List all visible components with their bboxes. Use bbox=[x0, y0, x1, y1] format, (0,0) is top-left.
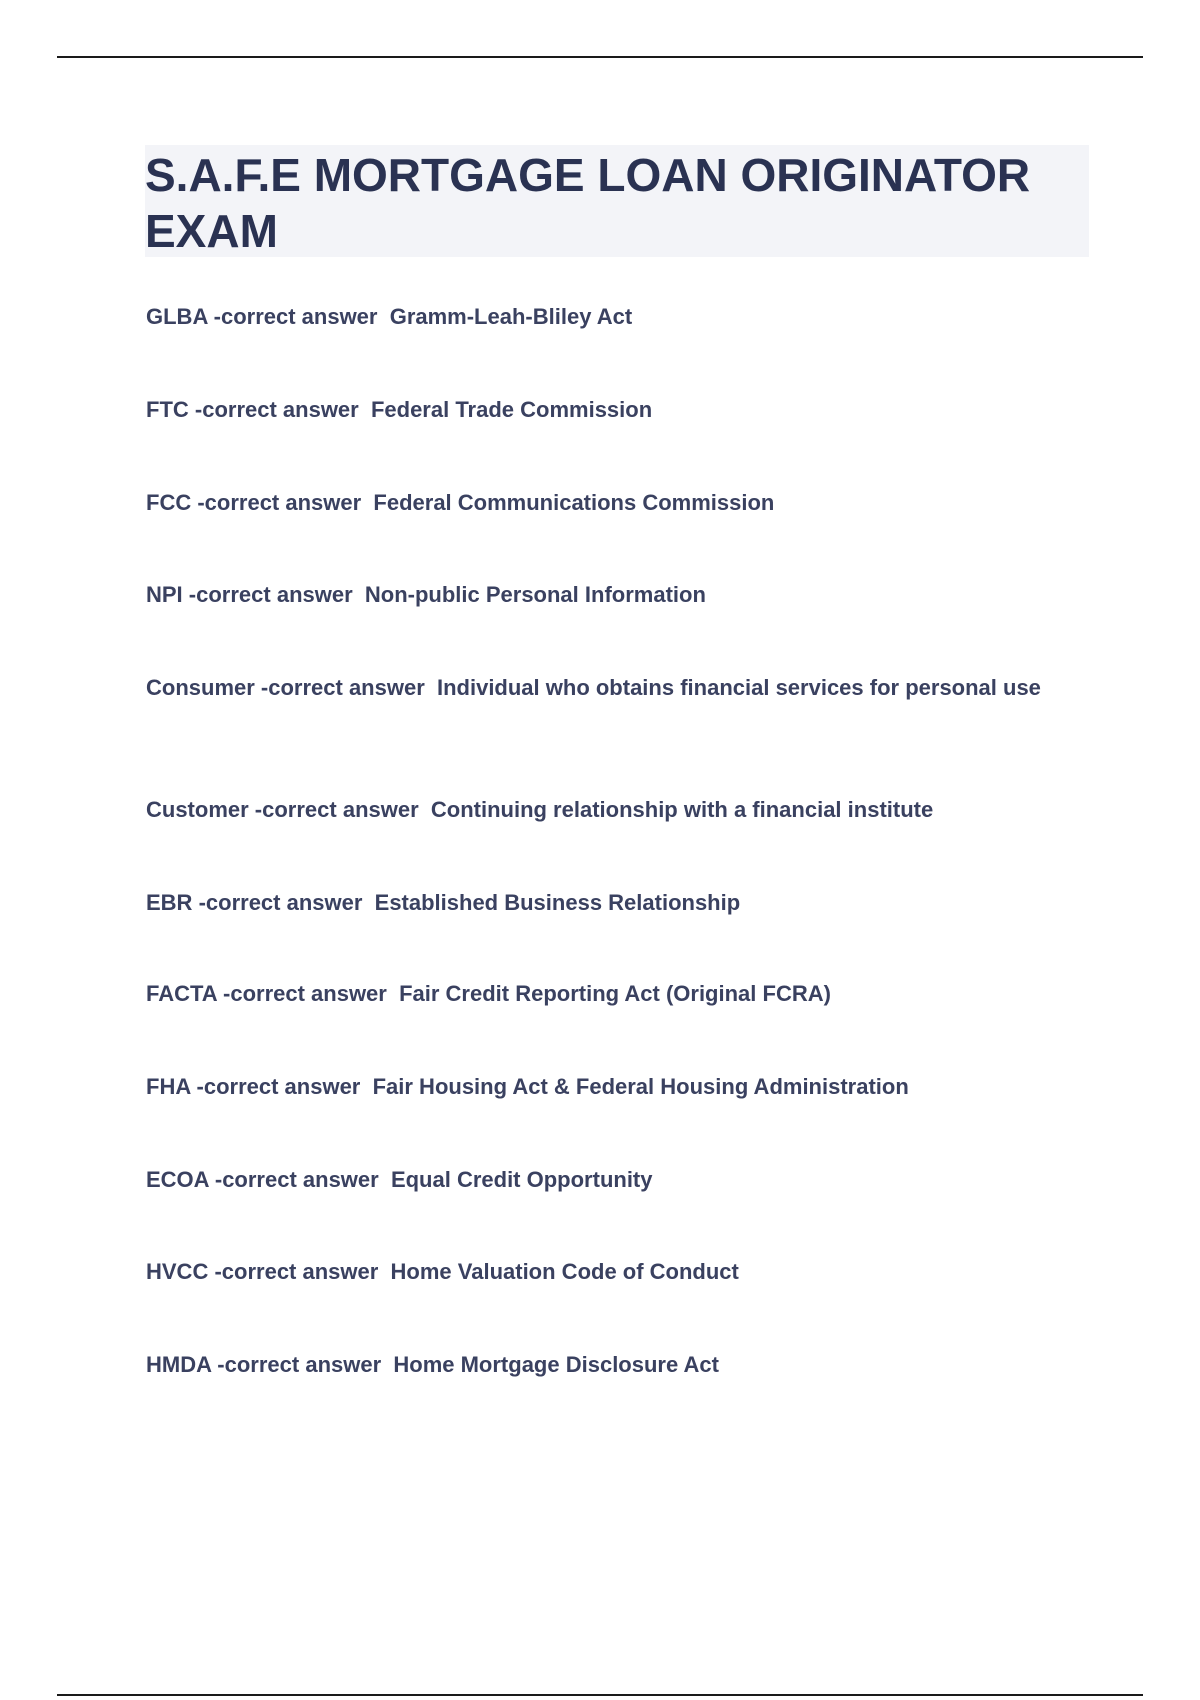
entry-separator: -correct answer bbox=[254, 675, 437, 700]
entry-separator: -correct answer bbox=[188, 397, 371, 422]
entry-separator: -correct answer bbox=[248, 797, 431, 822]
entry-definition: Non-public Personal Information bbox=[364, 582, 706, 607]
page-title: S.A.F.E MORTGAGE LOAN ORIGINATOR EXAM bbox=[145, 149, 1031, 257]
qa-entry bbox=[146, 979, 1086, 1009]
entry-definition: Fair Credit Reporting Act (Original FCRA) bbox=[399, 981, 831, 1006]
entry-definition: Federal Trade Commission bbox=[370, 397, 653, 422]
qa-entry bbox=[146, 795, 1086, 825]
entry-term: EBR bbox=[146, 890, 193, 915]
entry-separator: -correct answer bbox=[190, 1074, 373, 1099]
entry-term: HMDA bbox=[146, 1352, 212, 1377]
qa-entry bbox=[146, 888, 1086, 918]
entry-definition: Individual who obtains financial services for personal use bbox=[436, 675, 1041, 700]
top-rule bbox=[57, 56, 1143, 58]
entry-separator: -correct answer bbox=[191, 490, 374, 515]
qa-entry bbox=[146, 1072, 1086, 1102]
entry-definition: Fair Housing Act & Federal Housing Administration bbox=[372, 1074, 909, 1099]
bottom-rule bbox=[57, 1694, 1143, 1696]
entry-term: GLBA bbox=[146, 304, 208, 329]
entry-term: ECOA bbox=[146, 1167, 209, 1192]
entry-definition: Federal Communications Commission bbox=[373, 490, 775, 515]
qa-entry bbox=[146, 673, 1086, 703]
entry-definition: Home Mortgage Disclosure Act bbox=[393, 1352, 719, 1377]
entry-term: Consumer bbox=[146, 675, 255, 700]
entry-term: FTC bbox=[146, 397, 189, 422]
entry-definition: Equal Credit Opportunity bbox=[390, 1167, 653, 1192]
entry-definition: Home Valuation Code of Conduct bbox=[390, 1259, 739, 1284]
entry-term: HVCC bbox=[146, 1259, 209, 1284]
entry-term: FHA bbox=[146, 1074, 191, 1099]
entry-term: Customer bbox=[146, 797, 249, 822]
entry-separator: -correct answer bbox=[182, 582, 365, 607]
entry-separator: -correct answer bbox=[208, 1167, 391, 1192]
qa-entry bbox=[146, 488, 1086, 518]
qa-entry bbox=[146, 1165, 1086, 1195]
entry-term: NPI bbox=[146, 582, 183, 607]
qa-entry bbox=[146, 580, 1086, 610]
entry-definition: Continuing relationship with a financial institute bbox=[430, 797, 934, 822]
title-block bbox=[145, 145, 1089, 257]
qa-entry bbox=[146, 302, 1086, 332]
entry-definition: Gramm-Leah-Bliley Act bbox=[389, 304, 633, 329]
entry-definition: Established Business Relationship bbox=[374, 890, 741, 915]
entry-term: FCC bbox=[146, 490, 192, 515]
entry-separator: -correct answer bbox=[207, 304, 390, 329]
entry-separator: -correct answer bbox=[216, 981, 400, 1006]
entry-term: FACTA bbox=[146, 981, 217, 1006]
qa-entry bbox=[146, 1257, 1086, 1287]
entry-separator: -correct answer bbox=[192, 890, 375, 915]
entry-separator: -correct answer bbox=[208, 1259, 391, 1284]
qa-entry bbox=[146, 1350, 1086, 1380]
entry-separator: -correct answer bbox=[211, 1352, 394, 1377]
qa-entry bbox=[146, 395, 1086, 425]
